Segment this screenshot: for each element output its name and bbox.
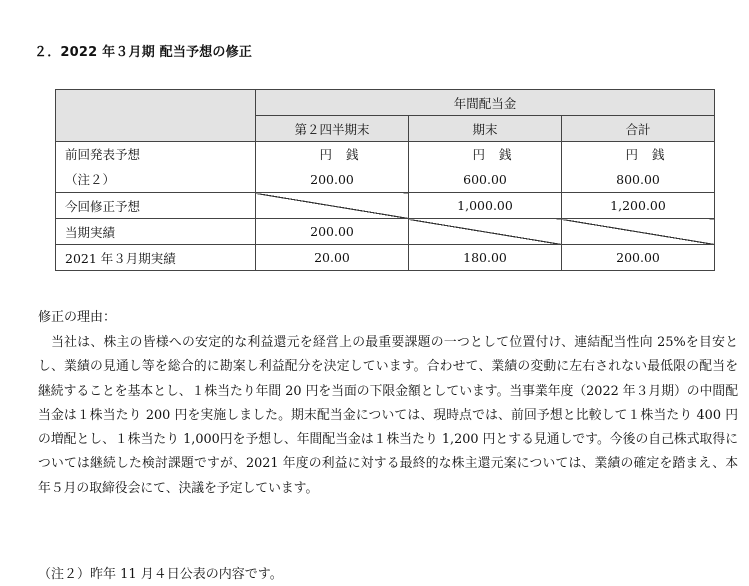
column-header-q2-end: 第２四半期末	[256, 116, 409, 142]
column-header-year-end: 期末	[409, 116, 562, 142]
cell-year-end: 円銭 600.00	[409, 142, 562, 193]
table-row-previous-forecast	[56, 142, 715, 193]
cell-q2-not-applicable	[256, 193, 409, 219]
table-row-revised-forecast	[56, 193, 715, 219]
cell-q2: 円銭 200.00	[256, 142, 409, 193]
cell-q2: 20.00	[256, 245, 409, 271]
row-label: 今回修正予想	[56, 193, 256, 219]
column-header-total: 合計	[562, 116, 715, 142]
reason-paragraph: 当社は、株主の皆様への安定的な利益還元を経営上の最重要課題の一つとして位置付け、連結配当性向 25%を目安とし、業績の見通し等を総合的に勘案し利益配分を決定しています。合わせて、業績の変動に左右されない最低限の配当を継続することを基本とし、１株当たり年間 20 円を当面の下限金額としています。当事業年度（2022 年３月期）の中間配当金は１株当たり 200 円を実施しました。期末配当金については、現時点では、前回予想と比較して１株当たり 400 円の増配とし、１株当たり 1,000円を予想し、年間配当金は１株当たり 1,200 円とする見通しです。今後の自己株式取得については継続した検討課題ですが、2021 年度の利益に対する最終的な株主還元案については、業績の確定を踏まえ、本年５月の取締役会にて、決議を予定しています。	[38, 335, 738, 496]
footnote: （注２）昨年 11 月４日公表の内容です。	[38, 567, 283, 582]
cell-year-end: 180.00	[409, 245, 562, 271]
group-header-annual-dividend: 年間配当金	[256, 90, 715, 116]
cell-total-not-applicable	[562, 219, 715, 245]
dividend-forecast-table	[55, 89, 715, 271]
cell-total: 円銭 800.00	[562, 142, 715, 193]
cell-total: 1,200.00	[562, 193, 715, 219]
cell-total: 200.00	[562, 245, 715, 271]
row-label: 前回発表予想 （注２）	[56, 142, 256, 193]
section-heading: ２．2022 年３月期 配当予想の修正	[34, 45, 253, 60]
table-row-current-results	[56, 219, 715, 245]
cell-q2: 200.00	[256, 219, 409, 245]
reason-title: 修正の理由：	[38, 310, 117, 325]
row-label: 当期実績	[56, 219, 256, 245]
table-corner-cell	[56, 90, 256, 142]
cell-year-end: 1,000.00	[409, 193, 562, 219]
table-row-prior-year-results	[56, 245, 715, 271]
cell-year-end-not-applicable	[409, 219, 562, 245]
row-label: 2021 年３月期実績	[56, 245, 256, 271]
